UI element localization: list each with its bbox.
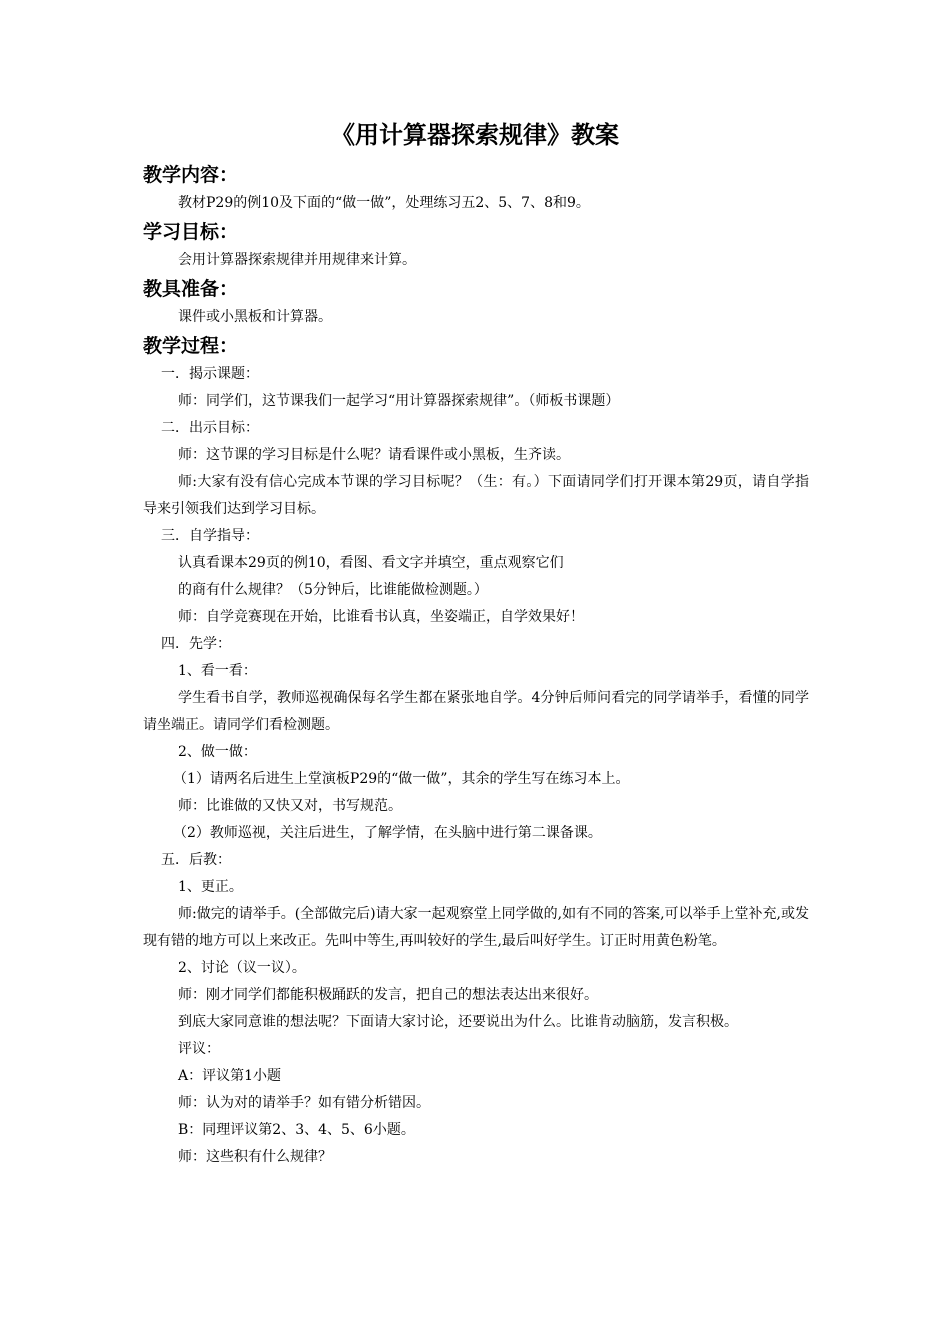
step-4-paragraph: 学生看书自学，教师巡视确保每名学生都在紧张地自学。4分钟后师问看完的同学请举手，看懂的同学请坐端正。请同学们看检测题。 [143, 690, 809, 733]
step-5-paragraph: A：评议第1小题 [178, 1068, 282, 1084]
step-5-paragraph: 师:做完的请举手。(全部做完后)请大家一起观察堂上同学做的,如有不同的答案,可以举手上堂补充,或发现有错的地方可以上来改正。先叫中等生,再叫较好的学生,最后叫好学生。订正时用黄色粉笔。 [143, 906, 809, 949]
document-title: 《用计算器探索规律》教案 [331, 121, 619, 149]
step-5-title: 五．后教： [161, 852, 231, 868]
prep-text: 课件或小黑板和计算器。 [178, 309, 332, 325]
step-2-paragraph: 师：这节课的学习目标是什么呢？请看课件或小黑板，生齐读。 [178, 447, 570, 463]
step-5-paragraph: 1、更正。 [178, 879, 243, 895]
section-heading-goal: 学习目标： [143, 221, 239, 243]
step-5-paragraph: 师：刚才同学们都能积极踊跃的发言，把自己的想法表达出来很好。 [178, 987, 598, 1003]
section-heading-prep: 教具准备： [143, 278, 239, 300]
step-5-paragraph: 到底大家同意谁的想法呢？下面请大家讨论，还要说出为什么。比谁肯动脑筋，发言积极。 [178, 1014, 738, 1030]
step-1-title: 一．揭示课题： [161, 366, 259, 382]
step-4-paragraph: （2）教师巡视，关注后进生，了解学情，在头脑中进行第二课备课。 [173, 825, 602, 841]
step-5-paragraph: 2、讨论（议一议）。 [178, 960, 306, 976]
step-1-paragraph: 师：同学们，这节课我们一起学习“用计算器探索规律”。（师板书课题） [178, 393, 620, 409]
step-3-paragraph: 认真看课本29页的例10，看图、看文字并填空，重点观察它们 [178, 555, 564, 571]
step-4-paragraph: 2、做一做： [178, 744, 257, 760]
step-5-paragraph: B：同理评议第2、3、4、5、6小题。 [178, 1122, 415, 1138]
step-2-title: 二．出示目标： [161, 420, 259, 436]
section-heading-content: 教学内容： [143, 164, 239, 186]
step-5-paragraph: 师：这些积有什么规律？ [178, 1149, 332, 1165]
step-2-paragraph: 师:大家有没有信心完成本节课的学习目标呢？（生：有。）下面请同学们打开课本第29页，请自学指导来引领我们达到学习目标。 [143, 474, 809, 517]
step-4-paragraph: 1、看一看： [178, 663, 257, 679]
step-3-paragraph: 的商有什么规律？（5分钟后，比谁能做检测题。） [178, 582, 488, 598]
content-text: 教材P29的例10及下面的“做一做”，处理练习五2、5、7、8和9。 [178, 195, 590, 211]
section-heading-process: 教学过程： [143, 335, 239, 357]
step-4-paragraph: （1）请两名后进生上堂演板P29的“做一做”，其余的学生写在练习本上。 [173, 771, 630, 787]
step-4-paragraph: 师：比谁做的又快又对，书写规范。 [178, 798, 402, 814]
step-3-title: 三．自学指导： [161, 528, 259, 544]
document-body [143, 160, 809, 1171]
goal-text: 会用计算器探索规律并用规律来计算。 [178, 252, 416, 268]
step-4-title: 四．先学： [161, 636, 231, 652]
step-5-paragraph: 评议： [178, 1041, 220, 1057]
step-3-paragraph: 师：自学竞赛现在开始，比谁看书认真，坐姿端正，自学效果好！ [178, 609, 584, 625]
step-5-paragraph: 师：认为对的请举手？如有错分析错因。 [178, 1095, 430, 1111]
